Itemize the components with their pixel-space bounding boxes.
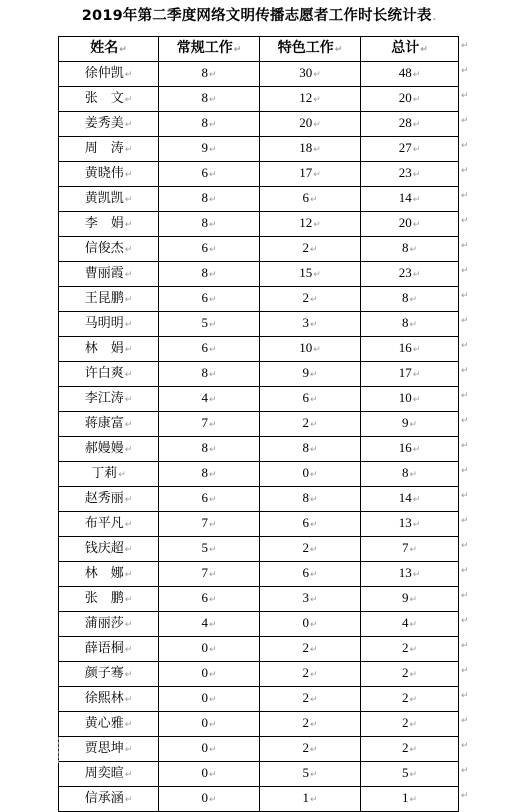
row-end-mark: ↵: [461, 666, 469, 676]
cell-name: 曹丽霞↵: [59, 262, 159, 287]
cell-total-hours: 10↵: [361, 387, 459, 412]
table-row: [59, 487, 459, 512]
table-row: [59, 612, 459, 637]
table-row: [59, 537, 459, 562]
cell-special-hours: 8↵: [260, 487, 361, 512]
cell-name: 薛语桐↵: [59, 637, 159, 662]
cell-name: 黄晓伟↵: [59, 162, 159, 187]
row-end-mark: ↵: [461, 66, 469, 76]
cell-name: 林 娜↵: [59, 562, 159, 587]
table-row: [59, 287, 459, 312]
cell-special-hours: 2↵: [260, 662, 361, 687]
cell-name: 蒋康富↵: [59, 412, 159, 437]
row-end-mark: ↵: [461, 141, 469, 151]
cell-name: 蒲丽莎↵: [59, 612, 159, 637]
row-end-mark: ↵: [461, 291, 469, 301]
table-row: [59, 712, 459, 737]
table-header-row: [59, 37, 459, 62]
cell-regular-hours: 6↵: [159, 337, 260, 362]
cell-total-hours: 2↵: [361, 687, 459, 712]
document-title: [0, 4, 518, 25]
cell-regular-hours: 8↵: [159, 262, 260, 287]
row-end-mark: ↵: [461, 91, 469, 101]
header-total: 总计↵: [361, 37, 459, 62]
cell-special-hours: 6↵: [260, 187, 361, 212]
row-end-mark: ↵: [461, 791, 469, 801]
row-end-mark: ↵: [461, 316, 469, 326]
row-end-mark: ↵: [461, 366, 469, 376]
row-end-mark: ↵: [461, 641, 469, 651]
table-row: [59, 162, 459, 187]
cell-special-hours: 3↵: [260, 312, 361, 337]
cell-regular-hours: 6↵: [159, 487, 260, 512]
cell-name: 颜子骞↵: [59, 662, 159, 687]
table-row: [59, 187, 459, 212]
cell-regular-hours: 0↵: [159, 662, 260, 687]
cell-name: 丁莉↵: [59, 462, 159, 487]
cell-total-hours: 1↵: [361, 787, 459, 812]
cell-special-hours: 20↵: [260, 112, 361, 137]
cell-regular-hours: 0↵: [159, 637, 260, 662]
cell-regular-hours: 6↵: [159, 287, 260, 312]
cell-regular-hours: 8↵: [159, 462, 260, 487]
row-end-mark: ↵: [461, 416, 469, 426]
table-row: [59, 112, 459, 137]
cell-regular-hours: 6↵: [159, 587, 260, 612]
cell-special-hours: 2↵: [260, 737, 361, 762]
cell-name: 马明明↵: [59, 312, 159, 337]
cell-regular-hours: 0↵: [159, 787, 260, 812]
table-row: [59, 662, 459, 687]
row-end-mark: ↵: [461, 166, 469, 176]
cell-total-hours: 13↵: [361, 512, 459, 537]
cell-special-hours: 6↵: [260, 512, 361, 537]
table-row: [59, 87, 459, 112]
cell-total-hours: 48↵: [361, 62, 459, 87]
table-row: [59, 437, 459, 462]
cell-name: 李 娟↵: [59, 212, 159, 237]
cell-special-hours: 5↵: [260, 762, 361, 787]
table-row: [59, 787, 459, 812]
row-end-mark: ↵: [461, 741, 469, 751]
cell-total-hours: 14↵: [361, 487, 459, 512]
row-end-mark: ↵: [461, 116, 469, 126]
cell-total-hours: 4↵: [361, 612, 459, 637]
table-row: [59, 137, 459, 162]
cell-regular-hours: 5↵: [159, 537, 260, 562]
cell-name: 王昆鹏↵: [59, 287, 159, 312]
table-row: [59, 737, 459, 762]
cell-special-hours: 30↵: [260, 62, 361, 87]
table-row: [59, 212, 459, 237]
cell-regular-hours: 8↵: [159, 62, 260, 87]
cell-total-hours: 8↵: [361, 462, 459, 487]
cell-total-hours: 8↵: [361, 312, 459, 337]
row-end-mark: ↵: [461, 216, 469, 226]
cell-special-hours: 2↵: [260, 287, 361, 312]
cell-special-hours: 2↵: [260, 712, 361, 737]
row-end-mark: ↵: [461, 491, 469, 501]
cell-regular-hours: 8↵: [159, 87, 260, 112]
cell-special-hours: 2↵: [260, 637, 361, 662]
cell-special-hours: 17↵: [260, 162, 361, 187]
cell-name: 黄心雅↵: [59, 712, 159, 737]
hours-table: [58, 36, 459, 812]
cell-regular-hours: 8↵: [159, 437, 260, 462]
cell-regular-hours: 6↵: [159, 237, 260, 262]
cell-name: 布平凡↵: [59, 512, 159, 537]
cell-total-hours: 9↵: [361, 412, 459, 437]
cell-total-hours: 8↵: [361, 287, 459, 312]
cell-total-hours: 16↵: [361, 437, 459, 462]
cell-regular-hours: 7↵: [159, 412, 260, 437]
row-end-mark: ↵: [461, 191, 469, 201]
cell-name: 张 文↵: [59, 87, 159, 112]
cell-special-hours: 8↵: [260, 437, 361, 462]
header-special: 特色工作↵: [260, 37, 361, 62]
cell-name: 徐仲凯↵: [59, 62, 159, 87]
cell-total-hours: 7↵: [361, 537, 459, 562]
cell-special-hours: 2↵: [260, 687, 361, 712]
table-row: [59, 337, 459, 362]
cell-regular-hours: 4↵: [159, 387, 260, 412]
cell-name: 贾思坤↵: [59, 737, 159, 762]
cell-total-hours: 8↵: [361, 237, 459, 262]
cell-regular-hours: 5↵: [159, 312, 260, 337]
cell-total-hours: 2↵: [361, 712, 459, 737]
table-row: [59, 687, 459, 712]
cell-name: 徐熙林↵: [59, 687, 159, 712]
header-regular: 常规工作↵: [159, 37, 260, 62]
cell-regular-hours: 7↵: [159, 562, 260, 587]
cell-regular-hours: 8↵: [159, 187, 260, 212]
cell-regular-hours: 0↵: [159, 737, 260, 762]
cell-special-hours: 0↵: [260, 612, 361, 637]
cell-total-hours: 13↵: [361, 562, 459, 587]
table-row: [59, 512, 459, 537]
row-end-mark: ↵: [461, 766, 469, 776]
row-end-mark: ↵: [461, 266, 469, 276]
cell-special-hours: 12↵: [260, 212, 361, 237]
cell-total-hours: 28↵: [361, 112, 459, 137]
cell-regular-hours: 0↵: [159, 762, 260, 787]
cell-name: 周奕暄↵: [59, 762, 159, 787]
cell-total-hours: 9↵: [361, 587, 459, 612]
paragraph-mark: .: [432, 13, 437, 23]
cell-name: 钱庆超↵: [59, 537, 159, 562]
cell-regular-hours: 6↵: [159, 162, 260, 187]
cell-special-hours: 10↵: [260, 337, 361, 362]
cell-special-hours: 6↵: [260, 387, 361, 412]
row-end-mark: ↵: [461, 716, 469, 726]
table-body: [59, 62, 459, 812]
row-end-mark: ↵: [461, 466, 469, 476]
row-end-mark: ↵: [461, 516, 469, 526]
cell-regular-hours: 8↵: [159, 212, 260, 237]
cell-name: 许白爽↵: [59, 362, 159, 387]
cell-regular-hours: 7↵: [159, 512, 260, 537]
cell-name: 信俊杰↵: [59, 237, 159, 262]
text-cursor-guide: [58, 737, 60, 763]
cell-name: 李江涛↵: [59, 387, 159, 412]
cell-name: 林 娟↵: [59, 337, 159, 362]
cell-special-hours: 9↵: [260, 362, 361, 387]
cell-total-hours: 17↵: [361, 362, 459, 387]
cell-regular-hours: 8↵: [159, 112, 260, 137]
row-end-mark: ↵: [461, 616, 469, 626]
table-row: [59, 587, 459, 612]
cell-name: 张 鹏↵: [59, 587, 159, 612]
table-row: [59, 312, 459, 337]
row-end-mark: ↵: [461, 566, 469, 576]
row-end-mark: ↵: [461, 41, 469, 51]
cell-name: 郝嫚嫚↵: [59, 437, 159, 462]
cell-total-hours: 14↵: [361, 187, 459, 212]
row-end-mark: ↵: [461, 391, 469, 401]
cell-name: 信承涵↵: [59, 787, 159, 812]
row-end-mark: ↵: [461, 341, 469, 351]
cell-name: 黄凯凯↵: [59, 187, 159, 212]
table-row: [59, 462, 459, 487]
cell-regular-hours: 0↵: [159, 687, 260, 712]
cell-total-hours: 2↵: [361, 737, 459, 762]
row-end-mark: ↵: [461, 241, 469, 251]
cell-name: 周 涛↵: [59, 137, 159, 162]
title-text: 2019年第二季度网络文明传播志愿者工作时长统计表: [81, 8, 432, 24]
cell-special-hours: 2↵: [260, 537, 361, 562]
table-row: [59, 237, 459, 262]
cell-regular-hours: 0↵: [159, 712, 260, 737]
row-end-mark: ↵: [461, 691, 469, 701]
cell-total-hours: 5↵: [361, 762, 459, 787]
table-row: [59, 62, 459, 87]
row-end-mark: ↵: [461, 591, 469, 601]
cell-special-hours: 2↵: [260, 412, 361, 437]
cell-total-hours: 23↵: [361, 262, 459, 287]
cell-regular-hours: 4↵: [159, 612, 260, 637]
cell-total-hours: 2↵: [361, 637, 459, 662]
cell-total-hours: 27↵: [361, 137, 459, 162]
table-row: [59, 412, 459, 437]
table-row: [59, 762, 459, 787]
cell-total-hours: 20↵: [361, 87, 459, 112]
cell-regular-hours: 9↵: [159, 137, 260, 162]
cell-regular-hours: 8↵: [159, 362, 260, 387]
cell-special-hours: 15↵: [260, 262, 361, 287]
cell-special-hours: 18↵: [260, 137, 361, 162]
cell-special-hours: 0↵: [260, 462, 361, 487]
table-row: [59, 262, 459, 287]
table-row: [59, 562, 459, 587]
cell-special-hours: 6↵: [260, 562, 361, 587]
cell-special-hours: 1↵: [260, 787, 361, 812]
cell-name: 赵秀丽↵: [59, 487, 159, 512]
row-end-mark: ↵: [461, 541, 469, 551]
header-name: 姓名↵: [59, 37, 159, 62]
cell-name: 姜秀美↵: [59, 112, 159, 137]
cell-special-hours: 2↵: [260, 237, 361, 262]
table-row: [59, 362, 459, 387]
cell-special-hours: 12↵: [260, 87, 361, 112]
table-row: [59, 637, 459, 662]
row-end-mark: ↵: [461, 441, 469, 451]
cell-total-hours: 20↵: [361, 212, 459, 237]
cell-total-hours: 16↵: [361, 337, 459, 362]
cell-total-hours: 23↵: [361, 162, 459, 187]
cell-total-hours: 2↵: [361, 662, 459, 687]
cell-special-hours: 3↵: [260, 587, 361, 612]
table-row: [59, 387, 459, 412]
